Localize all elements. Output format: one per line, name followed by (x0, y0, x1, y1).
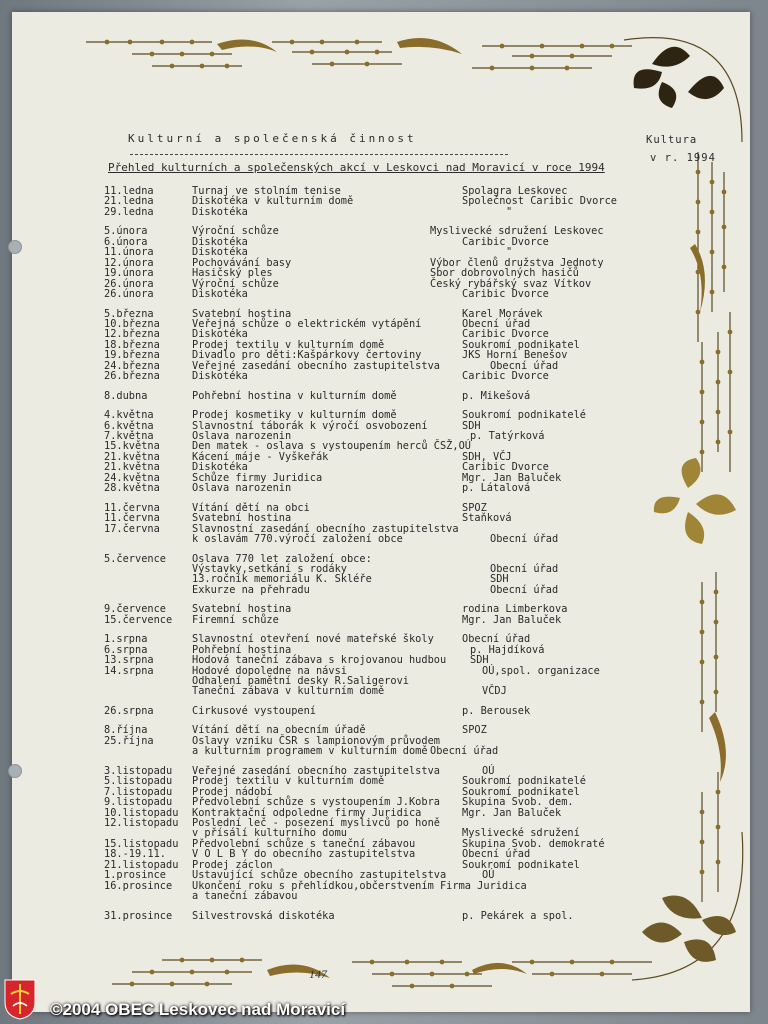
event-date: 10.listopadu (104, 806, 179, 819)
event-organizer: Mgr. Jan Baluček (462, 613, 562, 626)
event-name: Ustavující schůze obecního zastupitelstva (192, 869, 447, 882)
event-name: Kontraktační odpoledne firmy Juridica (192, 806, 422, 819)
event-date: 11.února (104, 246, 154, 259)
event-date: 18.-19.11. (104, 848, 166, 861)
event-organizer: OÚ (482, 869, 495, 882)
page-number: 147 (309, 967, 327, 981)
event-name: Slavnostní zasedání obecního zastupitelstva (192, 522, 459, 535)
event-organizer: SDH (490, 573, 509, 586)
event-date: 15.listopadu (104, 837, 179, 850)
event-date: 5.listopadu (104, 775, 173, 788)
document-subtitle: Přehled kulturních a společenských akcí v Leskovci nad Moravicí v roce 1994 (108, 161, 605, 174)
event-date: 5.července (104, 552, 166, 565)
copyright-footer: ©2004 OBEC Leskovec nad Moravicí (50, 1000, 346, 1019)
event-date: 26.března (104, 370, 160, 383)
event-name: Pochovávání basy (192, 256, 292, 269)
event-name: 13.ročník memoriálu K. Skléře (192, 573, 372, 586)
event-organizer: SDH (462, 419, 481, 432)
event-organizer: p. Hajdíková (470, 643, 545, 656)
event-organizer: Mgr. Jan Baluček (462, 806, 562, 819)
event-organizer: Obecní úřad (490, 359, 559, 372)
event-name: a kulturním programem v kulturním domě (192, 745, 428, 758)
event-organizer: p. Pekárek a spol. (462, 909, 574, 922)
event-date: 6.srpna (104, 643, 148, 656)
event-name: Výroční schůze (192, 225, 279, 238)
event-organizer: Caribic Dvorce (462, 370, 549, 383)
coat-of-arms-logo (3, 978, 37, 1020)
event-organizer: Soukromí podnikatelé (462, 409, 586, 422)
event-date: 19.března (104, 349, 160, 362)
event-date: 24.května (104, 471, 160, 484)
event-name: Prodej kosmetiky v kulturním domě (192, 409, 397, 422)
event-name: Oslava narozenin (192, 430, 292, 442)
event-name: Exkurze na přehradu (192, 583, 310, 596)
event-name: Výstavky,setkání s rodáky (192, 562, 347, 575)
event-organizer: Soukromí podnikatel (462, 785, 580, 798)
event-organizer: Caribic Dvorce (462, 461, 549, 474)
event-date: 10.března (104, 317, 160, 330)
event-date: 26.srpna (104, 704, 154, 717)
event-name: Taneční zábava v kulturním domě (192, 685, 385, 698)
event-organizer: Výbor členů družstva Jednoty (430, 256, 604, 269)
event-date: 4.května (104, 409, 154, 422)
event-organizer: Soukromí podnikatelé (462, 775, 586, 788)
event-date: 11.června (104, 501, 160, 514)
event-date: 26.února (104, 288, 154, 301)
event-name: Kácení máje - Vyškeřák (192, 450, 329, 463)
event-organizer: Skupina Svob. demokraté (462, 837, 605, 850)
event-name: Hasičský ples (192, 267, 273, 280)
event-name: Prodej záclon (192, 858, 273, 871)
event-date: 21.ledna (104, 195, 154, 208)
event-organizer: Myslivecké sdružení Leskovec (430, 225, 604, 238)
event-organizer: Myslivecké sdružení (462, 827, 580, 840)
event-organizer: Karel Morávek (462, 307, 543, 320)
event-name: Vítání dětí na obci (192, 501, 310, 514)
event-name: Veřejné zasedání obecního zastupitelstva (192, 764, 440, 777)
event-name: Prodej textilu v kulturním domě (192, 775, 385, 788)
event-date: 11.ledna (104, 185, 154, 197)
event-organizer: p. Berousek (462, 704, 531, 717)
event-name: Silvestrovská diskotéka (192, 909, 335, 922)
event-date: 5.února (104, 225, 148, 238)
event-date: 12.listopadu (104, 816, 179, 829)
event-name: Předvolební schůze s vystoupením J.Kobra (192, 796, 440, 809)
event-name: Veřejné zasedání obecního zastupitelstva (192, 359, 440, 372)
event-date: 12.února (104, 256, 154, 269)
event-date: 31.prosince (104, 909, 173, 922)
event-organizer: Obecní úřad (490, 533, 559, 546)
event-organizer: SPOZ (462, 724, 487, 737)
event-name: Cirkusové vystoupení (192, 704, 316, 717)
event-name: Pohřební hostina v kulturním domě (192, 389, 397, 402)
event-organizer: Sbor dobrovolných hasičů (430, 267, 579, 280)
event-date: 6.května (104, 419, 154, 432)
corner-label-year: v r. 1994 (650, 152, 716, 164)
event-date: 28.května (104, 482, 160, 495)
event-date: 29.ledna (104, 205, 154, 218)
event-date: 18.března (104, 338, 160, 351)
event-name: Poslední leč - posezení myslivců po honě (192, 816, 440, 829)
event-date: 19.února (104, 267, 154, 280)
event-date: 8.dubna (104, 389, 148, 402)
event-date: 8.října (104, 724, 148, 737)
event-name: Oslava narozenin (192, 482, 292, 495)
event-date: 26.února (104, 277, 154, 290)
event-organizer: Společnost Caribic Dvorce (462, 195, 617, 208)
event-date: 21.května (104, 461, 160, 474)
event-date: 21.listopadu (104, 858, 179, 871)
event-organizer: SPOZ (462, 501, 487, 514)
event-date: 21.května (104, 450, 160, 463)
event-name: Diskotéka (192, 328, 248, 341)
event-organizer: Český rybářský svaz Vítkov (430, 277, 592, 290)
event-organizer: " (506, 246, 513, 259)
event-organizer: Skupina Svob. dem. (462, 796, 574, 809)
event-name: v přísálí kulturního domu (192, 827, 347, 840)
event-date: 1.prosince (104, 869, 166, 882)
event-date: 25.října (104, 734, 154, 747)
event-name: Diskotéka (192, 205, 248, 218)
event-name: Hodová taneční zábava s krojovanou hudbou (192, 654, 447, 667)
event-date: 1.srpna (104, 633, 148, 646)
event-organizer: SDH, VČJ (462, 450, 512, 463)
event-date: 7.listopadu (104, 785, 173, 798)
event-name: Diskotéka (192, 288, 248, 301)
event-date: 16.prosince (104, 879, 173, 892)
event-name: Schůze firmy Juridica (192, 471, 323, 484)
event-name: Pohřební hostina (192, 643, 292, 656)
event-name: Divadlo pro děti:Kašpárkovy čertoviny (192, 349, 422, 362)
event-date: 9.července (104, 603, 166, 616)
event-name: Diskotéka v kulturním domě (192, 195, 354, 208)
document-title: Kulturní a společenská činnost (128, 132, 417, 145)
event-name: Vítání dětí na obecním úřadě (192, 724, 366, 737)
event-name: Svatební hostina (192, 307, 292, 320)
event-date: 6.února (104, 235, 148, 248)
event-date: 14.srpna (104, 664, 154, 677)
event-organizer: VČDJ (482, 685, 507, 698)
event-organizer: Mgr. Jan Baluček (462, 471, 562, 484)
event-name: Ukončení roku s přehlídkou,občerstvením Firma Juridica (192, 879, 527, 892)
event-name: Odhalení pamětní desky R.Saligerovi (192, 675, 409, 687)
event-organizer: Caribic Dvorce (462, 328, 549, 341)
event-organizer: Obecní úřad (462, 848, 531, 861)
event-date: 9.listopadu (104, 796, 173, 809)
event-name: k oslavám 770.výročí založení obce (192, 533, 403, 546)
event-name: Předvolební schůze s taneční zábavou (192, 837, 416, 850)
event-name: Prodej nádobí (192, 785, 273, 798)
event-name: Den matek - oslava s vystoupením herců ČSŽ,OÚ (192, 440, 471, 453)
event-date: 11.června (104, 512, 160, 525)
event-organizer: OÚ (482, 764, 495, 777)
event-date: 13.srpna (104, 654, 154, 667)
event-date: 17.června (104, 522, 160, 535)
document-page (12, 12, 750, 1012)
event-date: 3.listopadu (104, 764, 173, 777)
event-name: Firemní schůze (192, 613, 279, 626)
event-organizer: Spolagra Leskovec (462, 185, 568, 197)
event-date: 7.května (104, 430, 154, 442)
event-organizer: Caribic Dvorce (462, 235, 549, 248)
event-name: Oslavy vzniku ČSR s lampionovým průvodem (192, 734, 440, 747)
event-organizer: Caribic Dvorce (462, 288, 549, 301)
event-name: Svatební hostina (192, 512, 292, 525)
event-organizer: JKS Horní Benešov (462, 349, 568, 362)
event-date: 15.května (104, 440, 160, 453)
event-organizer: p. Mikešová (462, 389, 531, 402)
event-date: 24.března (104, 359, 160, 372)
event-name: Svatební hostina (192, 603, 292, 616)
event-name: V O L B Y do obecního zastupitelstva (192, 848, 416, 861)
event-organizer: Obecní úřad (462, 633, 531, 646)
event-organizer: Staňková (462, 512, 512, 525)
event-name: Výroční schůze (192, 277, 279, 290)
event-name: Veřejná schůze o elektrickém vytápění (192, 317, 422, 330)
event-name: Slavnostní otevření nové mateřské školy (192, 633, 434, 646)
event-organizer: p. Tatýrková (470, 430, 545, 442)
event-organizer: p. Látalová (462, 482, 531, 495)
event-organizer: Obecní úřad (490, 583, 559, 596)
event-organizer: OÚ,spol. organizace (482, 664, 600, 677)
event-date: 5.března (104, 307, 154, 320)
event-organizer: Soukromí podnikatel (462, 338, 580, 351)
event-organizer: Soukromí podnikatel (462, 858, 580, 871)
event-organizer: Obecní úřad (490, 562, 559, 575)
event-date: 15.července (104, 613, 173, 626)
event-name: Diskotéka (192, 246, 248, 259)
event-name: Oslava 770 let založení obce: (192, 552, 372, 565)
event-name: Prodej textilu v kulturním domě (192, 338, 385, 351)
event-name: a taneční zábavou (192, 890, 298, 903)
event-organizer: Obecní úřad (462, 317, 531, 330)
event-date: 12.března (104, 328, 160, 341)
event-name: Diskotéka (192, 461, 248, 474)
event-name: Hodové dopoledne na návsi (192, 664, 347, 677)
event-name: Diskotéka (192, 370, 248, 383)
event-organizer: " (506, 205, 513, 218)
event-organizer: SDH (470, 654, 489, 667)
events-list (12, 12, 750, 1012)
event-name: Turnaj ve stolním tenise (192, 185, 341, 197)
event-organizer: Obecní úřad (430, 745, 499, 758)
event-name: Slavnostní táborák k výročí osvobození (192, 419, 428, 432)
event-organizer: rodina Limberkova (462, 603, 568, 616)
event-name: Diskotéka (192, 235, 248, 248)
corner-label-kultura: Kultura (646, 134, 698, 146)
